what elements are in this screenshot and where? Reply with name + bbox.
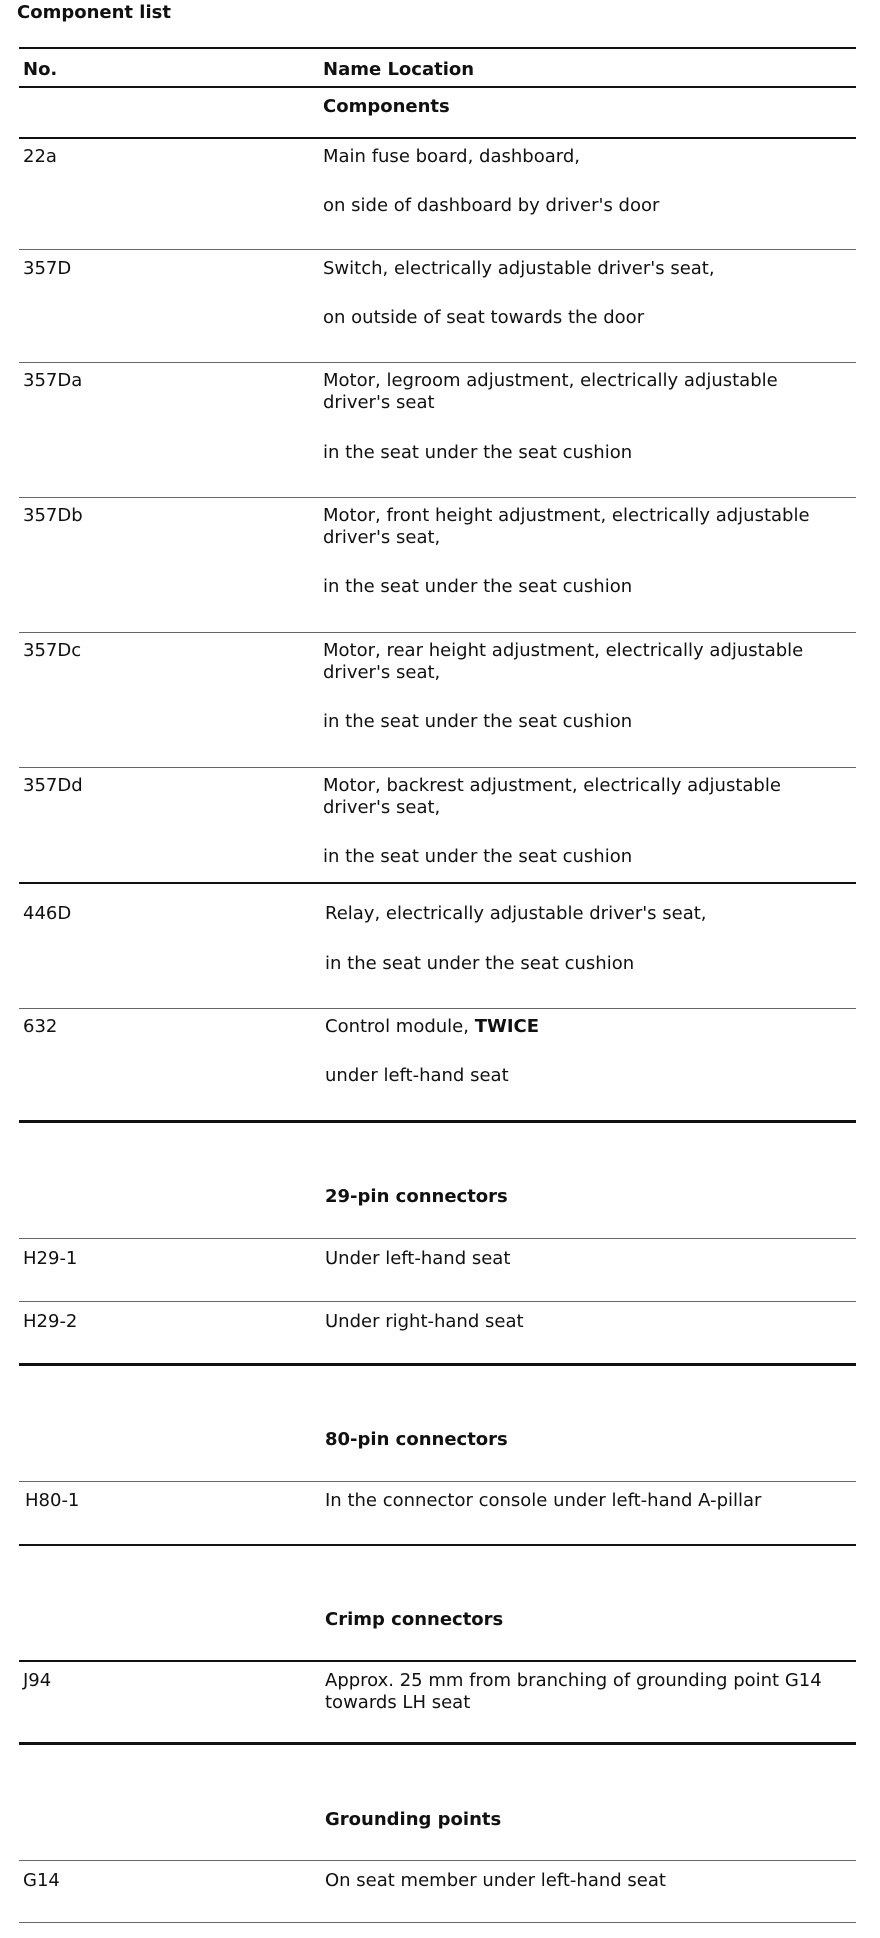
- row-name: Relay, electrically adjustable driver's seat,: [325, 903, 707, 924]
- section-end-rule: [19, 1363, 856, 1366]
- row-number: 22a: [23, 146, 57, 167]
- row-divider: [19, 1860, 856, 1861]
- row-location: Under left-hand seat: [325, 1248, 511, 1269]
- row-divider: [19, 767, 856, 768]
- row-name: Main fuse board, dashboard,: [323, 146, 580, 167]
- row-number: 357Dd: [23, 775, 83, 796]
- row-name-line2: driver's seat,: [323, 662, 441, 683]
- section-title-29-pin: 29-pin connectors: [325, 1186, 508, 1207]
- column-header-name-location: Name Location: [323, 59, 475, 80]
- section-end-rule: [19, 1742, 856, 1745]
- section-end-rule: [19, 1120, 856, 1123]
- row-number: H29-2: [23, 1311, 78, 1332]
- section-title-components: Components: [323, 96, 450, 117]
- row-number: 357Db: [23, 505, 83, 526]
- row-number: 632: [23, 1016, 58, 1037]
- row-divider: [19, 1660, 856, 1662]
- row-location: On seat member under left-hand seat: [325, 1870, 666, 1891]
- row-name-line2: driver's seat,: [323, 797, 441, 818]
- row-location: in the seat under the seat cushion: [323, 846, 633, 867]
- section-end-rule: [19, 1544, 856, 1546]
- row-name-line1: Motor, backrest adjustment, electrically adjustable: [323, 775, 781, 796]
- row-number: 357Da: [23, 370, 83, 391]
- row-name-line2: driver's seat,: [323, 527, 441, 548]
- row-name: Switch, electrically adjustable driver's seat,: [323, 258, 715, 279]
- row-divider: [19, 882, 856, 884]
- row-name-line1: Motor, legroom adjustment, electrically adjustable: [323, 370, 778, 391]
- row-number: H80-1: [25, 1490, 80, 1511]
- row-number: 357D: [23, 258, 72, 279]
- row-location: In the connector console under left-hand A-pillar: [325, 1490, 762, 1511]
- row-divider: [19, 1301, 856, 1302]
- page-title: Component list: [17, 2, 171, 23]
- row-divider: [19, 1008, 856, 1009]
- row-location: on side of dashboard by driver's door: [323, 195, 660, 216]
- header-bottom-rule: [19, 86, 856, 88]
- row-location: Under right-hand seat: [325, 1311, 524, 1332]
- row-divider: [19, 362, 856, 363]
- row-location: in the seat under the seat cushion: [323, 711, 633, 732]
- row-divider: [19, 497, 856, 498]
- row-location-line2: towards LH seat: [325, 1692, 471, 1713]
- row-divider: [19, 137, 856, 139]
- row-location: under left-hand seat: [325, 1065, 509, 1086]
- row-number: 446D: [23, 903, 72, 924]
- row-location: in the seat under the seat cushion: [323, 576, 633, 597]
- row-divider: [19, 1238, 856, 1239]
- row-name: [325, 1016, 539, 1038]
- row-divider: [19, 1481, 856, 1482]
- column-header-no: No.: [23, 59, 58, 80]
- header-top-rule: [19, 47, 856, 49]
- row-location-line1: Approx. 25 mm from branching of grounding point G14: [325, 1670, 822, 1691]
- section-title-80-pin: 80-pin connectors: [325, 1429, 508, 1450]
- row-name-line2: driver's seat: [323, 392, 435, 413]
- section-title-grounding: Grounding points: [325, 1809, 502, 1830]
- section-title-crimp: Crimp connectors: [325, 1609, 504, 1630]
- row-location: on outside of seat towards the door: [323, 307, 645, 328]
- row-divider: [19, 249, 856, 250]
- row-name-line1: Motor, front height adjustment, electrically adjustable: [323, 505, 810, 526]
- row-number: 357Dc: [23, 640, 82, 661]
- row-name-text: Control module,: [325, 1016, 475, 1037]
- row-location: in the seat under the seat cushion: [323, 442, 633, 463]
- row-divider: [19, 632, 856, 633]
- row-divider: [19, 1922, 856, 1923]
- row-number: J94: [23, 1670, 52, 1691]
- row-name-emphasis: TWICE: [474, 1016, 540, 1037]
- row-name-line1: Motor, rear height adjustment, electrically adjustable: [323, 640, 804, 661]
- row-number: H29-1: [23, 1248, 78, 1269]
- row-location: in the seat under the seat cushion: [325, 953, 635, 974]
- row-number: G14: [23, 1870, 60, 1891]
